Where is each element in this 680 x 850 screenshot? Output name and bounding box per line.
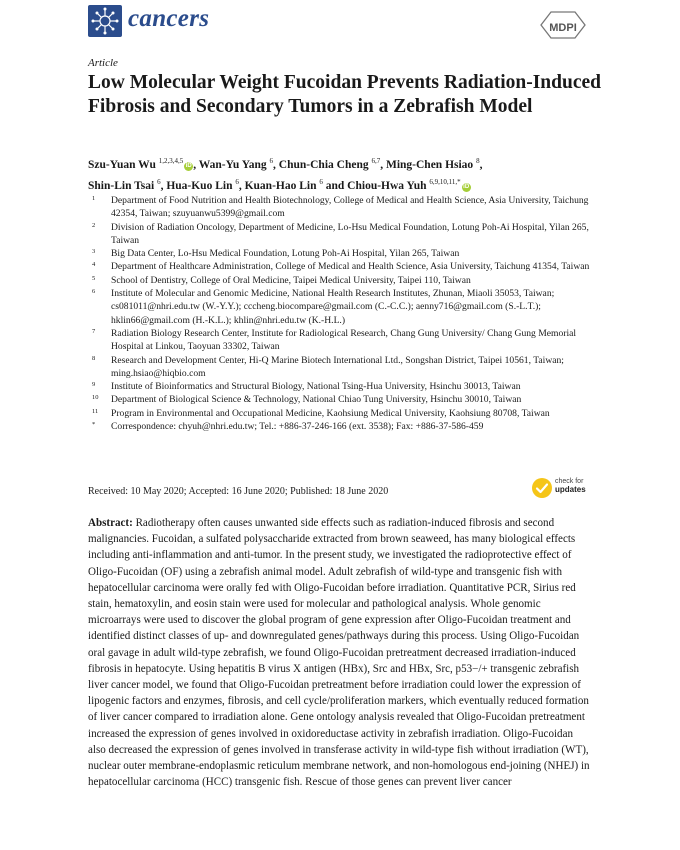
journal-header	[88, 2, 588, 42]
affiliation-text: Department of Biological Science & Technology, National Chiao Tung University, Hsinchu 30010, Taiwan	[111, 394, 522, 406]
author-name: Szu-Yuan Wu	[88, 158, 156, 171]
abstract-label: Abstract:	[88, 517, 133, 529]
author-name: Kuan-Hao Lin	[244, 179, 317, 192]
affiliation-text: Division of Radiation Oncology, Department of Medicine, Lo-Hsu Medical Foundation, Lotung Poh-Ai Hospital, Yilan 265, Taiwan	[111, 221, 589, 246]
author-name: Wan-Yu Yang	[198, 158, 267, 171]
affiliation-number: 4	[92, 261, 96, 269]
affiliation-item	[92, 407, 592, 420]
affiliation-number: 8	[92, 354, 96, 362]
affiliation-number: 1	[92, 195, 96, 202]
author-affiliation-ref: 1,2,3,4,5	[158, 157, 184, 165]
journal-name: cancers	[128, 5, 210, 32]
affiliation-number: 3	[92, 248, 96, 256]
author-separator: ,	[193, 158, 199, 171]
article-type: Article	[88, 57, 118, 69]
affiliation-text: Department of Healthcare Administration, College of Medical and Health Science, Asia University, Taichung 41354, Taiwan	[111, 261, 590, 273]
affiliation-item	[92, 274, 592, 287]
author-list	[88, 153, 588, 195]
affiliation-text: Program in Environmental and Occupational Medicine, Kaohsiung Medical University, Kaohsiung 80708, Taiwan	[111, 407, 550, 419]
affiliation-text: Institute of Molecular and Genomic Medicine, National Health Research Institutes, Zhunan, Miaoli 35053, Taiwan; cs081011@nhri.edu.tw (W.-Y.Y.); cccheng.biocompare@gmail.com (C.-C.C.); aenny716@gmail.com (S.-L.T.); hklin66@gmail.com (H.-K.L.); khlin@nhri.edu.tw (K.-H.L.)	[111, 288, 555, 326]
affiliation-number: 2	[92, 221, 96, 229]
orcid-icon[interactable]: iD	[463, 183, 470, 190]
affiliation-item	[92, 247, 592, 260]
affiliation-item	[92, 287, 592, 327]
orcid-icon[interactable]: iD	[185, 162, 192, 169]
author-affiliation-ref: 6,7	[371, 157, 381, 165]
check-updates-label	[555, 478, 586, 495]
author-separator: ,	[479, 158, 483, 171]
author-affiliation-ref: 6	[319, 177, 323, 186]
author-affiliation-ref: 6	[157, 177, 161, 186]
affiliation-item	[92, 327, 592, 354]
author-affiliation-ref: 8	[476, 157, 480, 165]
check-for-updates-badge[interactable]	[532, 476, 592, 500]
publisher-name: MDPI	[549, 22, 577, 34]
affiliation-number: *	[92, 421, 96, 429]
author-affiliation-ref: 6,9,10,11,*	[429, 177, 461, 186]
affiliation-item	[92, 221, 592, 248]
affiliation-item	[92, 393, 592, 406]
affiliation-text: Correspondence: chyuh@nhri.edu.tw; Tel.: +886-37-246-166 (ext. 3538); Fax: +886-37-586-459	[111, 421, 484, 433]
author-name: Ming-Chen Hsiao	[385, 158, 474, 171]
author-separator: ,	[160, 179, 167, 192]
affiliation-text: Department of Food Nutrition and Health Biotechnology, College of Medical and Health Science, Asia University, Taichung 42354, Taiwan; szuyuanwu5399@gmail.com	[111, 195, 589, 220]
author-separator: ,	[380, 158, 386, 171]
affiliation-text: Research and Development Center, Hi-Q Marine Biotech International Ltd., Songshan District, Taipei 10561, Taiwan; ming.hsiao@hiqbio.com	[111, 354, 564, 379]
check-updates-line1: check for	[555, 478, 584, 485]
affiliation-item	[92, 260, 592, 273]
affiliation-item	[92, 194, 592, 221]
affiliation-number: 9	[92, 381, 96, 389]
journal-logo-icon	[88, 5, 122, 37]
author-name: Chun-Chia Cheng	[278, 158, 369, 171]
affiliation-text: Institute of Bioinformatics and Structural Biology, National Tsing-Hua University, Hsinchu 30013, Taiwan	[111, 381, 521, 393]
affiliation-item	[92, 354, 592, 381]
affiliation-text: School of Dentistry, College of Oral Medicine, Taipei Medical University, Taipei 110, Taiwan	[111, 274, 471, 286]
author-separator: ,	[273, 158, 279, 171]
article-title: Low Molecular Weight Fucoidan Prevents Radiation-Induced Fibrosis and Secondary Tumors in a Zebrafish Model	[88, 72, 601, 117]
affiliation-text: Radiation Biology Research Center, Institute for Radiological Research, Chang Gung University/ Chang Gung Memorial Hospital at Linkou, Taoyuan 33302, Taiwan	[111, 327, 577, 353]
affiliation-number: 5	[92, 274, 96, 282]
abstract-text: Radiotherapy often causes unwanted side effects such as radiation-induced fibrosis and second malignancies. Fucoidan, a sulfated polysaccharide extracted from brown seaweed, has many biological effects including anti-inflammation and anti-tumor. In the present study, we investigated the radioprotective effect of Oligo-Fucoidan (OF) using a zebrafish animal model. Adult zebrafish of wild-type and transgenic fish with hepatocellular carcinoma were orally fed with Oligo-Fucoidan before irradiation. Quantitative PCR, Sirius red stain, hematoxylin, and eosin stain were used for molecular and pathological analysis. Whole genomic microarrays were used to discover the global program of gene expression after Oligo-Fucoidan treatment and identified distinct classes of up- and downregulated genes/pathways during this process. Using Oligo-Fucoidan oral gavage in adult wild-type zebrafish, we found Oligo-Fucoidan pretreatment decreased irradiation-induced fibrosis in hepatocyte. Using hepatitis B virus X antigen (HBx), Src and HBx, Src, p53−/+ transgenic zebrafish liver cancer model, we found that Oligo-Fucoidan pretreatment before irradiation could lower the expression of lipogenic factors and enzymes, fibrosis, and cell cycle/proliferation markers, which eventually reduced formation of liver cancer compared to irradiation alone. Gene ontology analysis revealed that Oligo-Fucoidan pretreatment increased the expression of genes involved in oxidoreductase activity in zebrafish irradiation. Oligo-Fucoidan also decreased the expression of genes involved in transferase activity in wild-type fish without irradiation (WT), nuclear outer membrane-endoplasmic reticulum membrane network, and non-homologous end-joining (NHEJ) in hepatocellular carcinoma (HCC) transgenic fish. Rescue of those genes can prevent liver cancer	[88, 517, 590, 789]
author-affiliation-ref: 6	[235, 177, 239, 186]
author-separator: and	[322, 179, 348, 192]
publisher-logo	[538, 10, 588, 40]
affiliations	[92, 194, 592, 433]
author-name: Hua-Kuo Lin	[166, 179, 233, 192]
affiliation-number: 10	[92, 394, 99, 402]
author-separator: ,	[238, 179, 245, 192]
author-affiliation-ref: 6	[269, 157, 274, 165]
affiliation-number: 7	[92, 327, 96, 335]
affiliation-item	[92, 380, 592, 393]
affiliation-text: Big Data Center, Lo-Hsu Medical Foundation, Lotung Poh-Ai Hospital, Yilan 265, Taiwan	[111, 248, 460, 260]
author-name: Shin-Lin Tsai	[88, 179, 155, 192]
affiliation-number: 11	[92, 407, 99, 415]
author-name: Chiou-Hwa Yuh	[347, 179, 427, 192]
check-updates-line2: updates	[555, 485, 586, 494]
publication-dates: Received: 10 May 2020; Accepted: 16 June 2020; Published: 18 June 2020	[88, 486, 389, 497]
abstract	[88, 515, 590, 790]
affiliation-number: 6	[92, 288, 96, 296]
checkmark-icon	[532, 478, 552, 498]
affiliation-item	[92, 420, 592, 433]
